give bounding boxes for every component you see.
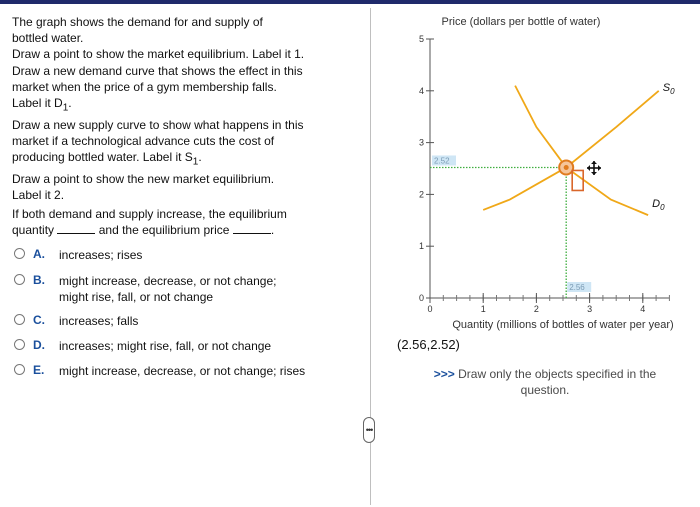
subscript: 1 bbox=[62, 102, 69, 114]
answer-blank-quantity bbox=[57, 223, 95, 234]
x-tick-label: 1 bbox=[480, 304, 486, 314]
hint-arrows-icon: >>> bbox=[433, 367, 455, 381]
chart-title: Price (dollars per bottle of water) bbox=[441, 16, 601, 28]
option-text: might increase, decrease, or not change; bbox=[59, 274, 277, 288]
equilibrium-point-center bbox=[564, 165, 569, 170]
option-d[interactable] bbox=[14, 338, 271, 354]
subscript: 1 bbox=[192, 156, 199, 168]
top-accent-bar bbox=[0, 0, 700, 4]
option-text: increases; might rise, fall, or not change bbox=[59, 339, 272, 353]
intro-line: bottled water. bbox=[12, 31, 84, 46]
radio-button[interactable] bbox=[14, 248, 25, 259]
instruction-step-3: market if a technological advance cuts the cost of bbox=[12, 133, 275, 148]
option-e[interactable] bbox=[14, 363, 305, 379]
y-tick-label: 0 bbox=[418, 293, 424, 303]
option-text: increases; rises bbox=[59, 248, 143, 262]
option-text: might increase, decrease, or not change; rises bbox=[59, 364, 306, 378]
instruction-step-3: Draw a new supply curve to show what happens in this bbox=[12, 117, 304, 132]
instruction-step-4: Draw a point to show the new market equilibrium. bbox=[12, 171, 275, 186]
instruction-step-3-label: producing bottled water. Label it $S_1$. bbox=[12, 150, 202, 168]
coordinate-readout: (2.56,2.52) bbox=[397, 337, 460, 352]
x-axis-label: Quantity (millions of bottles of water per year) bbox=[452, 319, 674, 331]
option-letter: E. bbox=[33, 363, 45, 377]
x-tick-label: 0 bbox=[427, 304, 433, 314]
x-tick-label: 3 bbox=[587, 304, 593, 314]
instruction-step-2: Draw a new demand curve that shows the effect in this bbox=[12, 63, 303, 78]
move-cursor-icon bbox=[587, 161, 601, 175]
y-tick-label: 3 bbox=[418, 137, 424, 148]
radio-button[interactable] bbox=[14, 274, 25, 285]
y-tick-label: 4 bbox=[418, 85, 424, 96]
intro-line: The graph shows the demand for and supply of bbox=[12, 15, 263, 29]
radio-button[interactable] bbox=[14, 314, 25, 325]
y-tick-label: 1 bbox=[418, 241, 424, 252]
instruction-step-2-label: Label it $D_1$. bbox=[12, 96, 72, 114]
option-letter: A. bbox=[33, 247, 45, 261]
instruction-step-1: Draw a point to show the market equilibrium. Label it 1. bbox=[12, 47, 305, 62]
hint-text: >>> Draw only the objects specified in the question. bbox=[433, 367, 657, 397]
instruction-step-2: market when the price of a gym membership falls. bbox=[12, 79, 277, 94]
option-c[interactable] bbox=[14, 313, 138, 329]
option-b[interactable] bbox=[14, 273, 276, 305]
s0-curve[interactable] bbox=[483, 91, 659, 210]
question-line: quantity and the equilibrium price . bbox=[12, 223, 275, 238]
answer-blank-price bbox=[233, 223, 271, 234]
radio-button[interactable] bbox=[14, 339, 25, 350]
option-a[interactable] bbox=[14, 247, 142, 263]
option-text: might rise, fall, or not change bbox=[59, 290, 214, 304]
supply-demand-graph[interactable] bbox=[385, 8, 690, 338]
d0-curve-label: $D_0$ bbox=[652, 198, 665, 213]
option-letter: D. bbox=[33, 338, 45, 352]
question-panel bbox=[12, 14, 357, 238]
x-tick-label: 2 bbox=[533, 304, 539, 314]
s0-curve-label: $S_0$ bbox=[662, 81, 675, 96]
x-tick-label: 4 bbox=[640, 304, 646, 314]
radio-button[interactable] bbox=[14, 364, 25, 375]
d0-curve[interactable] bbox=[515, 86, 648, 216]
quantity-label: 2.56 bbox=[569, 283, 585, 292]
option-text: increases; falls bbox=[59, 314, 139, 328]
price-label: 2.52 bbox=[434, 156, 450, 166]
y-tick-label: 5 bbox=[418, 34, 424, 44]
panel-resize-handle[interactable]: ••• bbox=[363, 417, 375, 443]
option-letter: B. bbox=[33, 273, 45, 287]
option-letter: C. bbox=[33, 313, 45, 327]
instruction-step-4: Label it 2. bbox=[12, 187, 65, 202]
y-tick-label: 2 bbox=[418, 189, 424, 200]
question-line: If both demand and supply increase, the equilibrium bbox=[12, 207, 287, 222]
